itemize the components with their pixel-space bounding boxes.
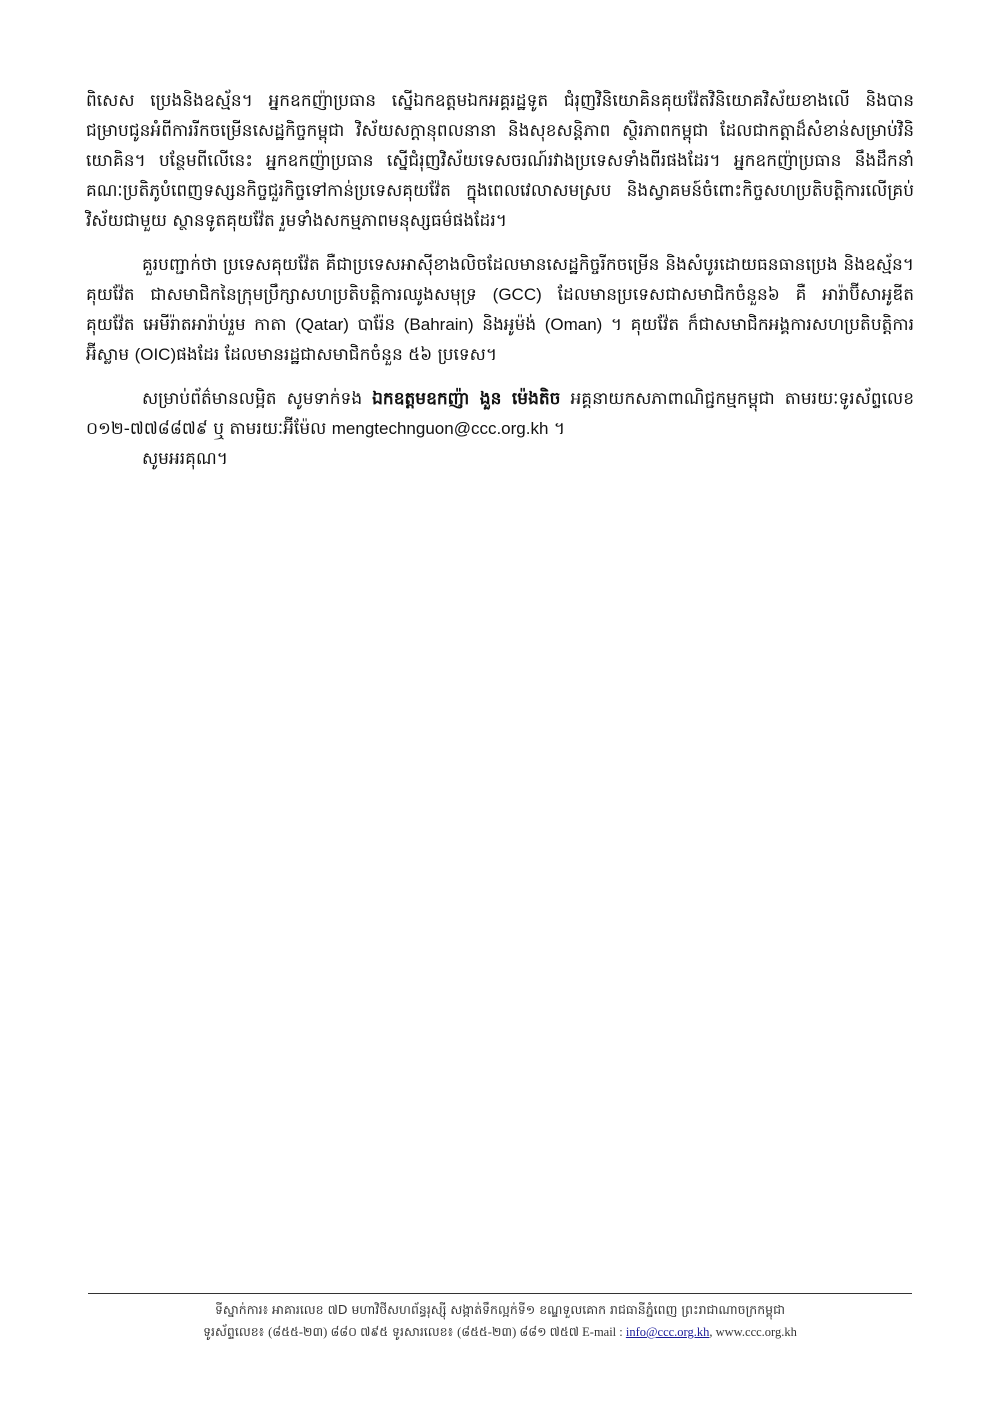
paragraph-2-text-f: ផងដែរ ដែលមានរដ្ឋជាសមាជិកចំនួន ៥៦ ប្រទេស។ [176,345,498,365]
footer-divider [88,1293,912,1294]
oic-label: (OIC) [134,345,177,364]
document-body [86,86,914,488]
footer-fax: (៨៥៥-២៣) ៨៨១ ៧៥៧ [457,1325,580,1339]
paragraph-3 [86,384,914,444]
paragraph-3-text-a: សម្រាប់ព័ត៌មានលម្អិត សូមទាក់ទង [142,389,373,409]
paragraph-2-text-c: បារ៉ែន [348,315,404,335]
paragraph-1-text: ពិសេស ប្រេងនិងឧស្ម័ន។ អ្នកឧកញ៉ាប្រធាន ស្នើឯកឧត្តមឯកអគ្គរដ្ឋទូត ជំរុញវិនិយោគិនគុយវ៉ែតវិនិយោគវិស័យខាងលើ និងបានជម្រាបជូនអំពីការរីកចម្រើនសេដ្ឋកិច្ចកម្ពុជា វិស័យសក្តានុពលនានា និងសុខសន្តិភាព ស្ថិរភាពកម្ពុជា ដែលជាកត្តាដ៏សំខាន់សម្រាប់វិនិយោគិន។ បន្ថែមពីលើនេះ អ្នកឧកញ៉ាប្រធាន ស្នើជំរុញវិស័យទេសចរណ៍រវាងប្រទេសទាំងពីរផងដែរ។ អ្នកឧកញ៉ាប្រធាន នឹងដឹកនាំគណៈប្រតិភូបំពេញទស្សនកិច្ចជួរកិច្ចទៅកាន់ប្រទេសគុយវ៉ែត ក្នុងពេលវេលាសមស្រប និងស្វាគមន៍ចំពោះកិច្ចសហប្រតិបត្តិការលើគ្រប់វិស័យជាមួយ ស្ថានទូតគុយវ៉ែត រួមទាំងសកម្មភាពមនុស្សធម៌ផងដែរ។ [86,91,914,231]
paragraph-1 [86,86,914,236]
footer-phone-label: ទូរស័ព្ទលេខ៖ [203,1324,269,1339]
contact-name: ឯកឧត្តមឧកញ៉ា ងួន ម៉េងតិច [372,389,561,409]
footer-email-link[interactable]: info@ccc.org.kh [625,1325,710,1339]
paragraph-2-text-b: ដែលមានប្រទេសជាសមាជិកចំនួន៦ គឺ អារ៉ាប៊ីសាអូឌីត គុយវ៉ែត អេមីរ៉ាតអារ៉ាប់រួម កាតា [86,285,914,335]
footer [88,1299,912,1343]
paragraph-2-text-e: ។ គុយវ៉ែត ក៏ជាសមាជិកអង្គការសហប្រតិបត្តិការអ៊ីស្លាម [86,315,914,365]
bahrain-label: (Bahrain) [403,315,474,334]
contact-email: mengtechnguon@ccc.org.kh [331,419,549,438]
paragraph-2 [86,250,914,370]
paragraph-2-text-a: គួរបញ្ជាក់ថា ប្រទេសគុយវ៉ែត គឺជាប្រទេសអាស៊ីខាងលិចដែលមានសេដ្ឋកិច្ចរីកចម្រើន និងសំបូរដោយធនធានប្រេង និងឧស្ម័ន។ គុយវ៉ែត ជាសមាជិកនៃក្រុមប្រឹក្សាសហប្រតិបត្តិការឈូងសមុទ្រ [86,255,914,305]
qatar-label: (Qatar) [295,315,349,334]
footer-fax-label: ទូរសារលេខ៖ [388,1324,458,1339]
footer-email-label: E-mail : [579,1325,626,1339]
oman-label: (Oman) [544,315,603,334]
paragraph-3-text-c: ។ [548,419,566,439]
footer-contacts [88,1321,912,1343]
paragraph-2-text-d: និងអូម៉ង់ [473,315,545,335]
gcc-label: (GCC) [492,285,542,304]
footer-phone: (៨៥៥-២៣) ៨៨០ ៧៩៥ [268,1325,389,1339]
paragraph-3-text-b: អគ្គនាយកសភាពាណិជ្ជកម្មកម្ពុជា តាមរយៈទូរស័ព្ទលេខ ០១២-៧៧៨៨៧៩ ឬ តាមរយៈអ៊ីម៉ែល [86,389,914,439]
footer-website[interactable]: , www.ccc.org.kh [709,1325,797,1339]
closing-line [86,444,914,474]
closing-text: សូមអរគុណ។ [142,449,228,469]
footer-address: ទីស្នាក់ការ៖ អាគារលេខ ៧D មហាវិថីសហព័ន្ធរុស្ស៊ី សង្កាត់ទឹកល្អក់ទី១ ខណ្ឌទួលគោក រាជធានីភ្នំពេញ ព្រះរាជាណាចក្រកម្ពុជា [214,1302,786,1317]
